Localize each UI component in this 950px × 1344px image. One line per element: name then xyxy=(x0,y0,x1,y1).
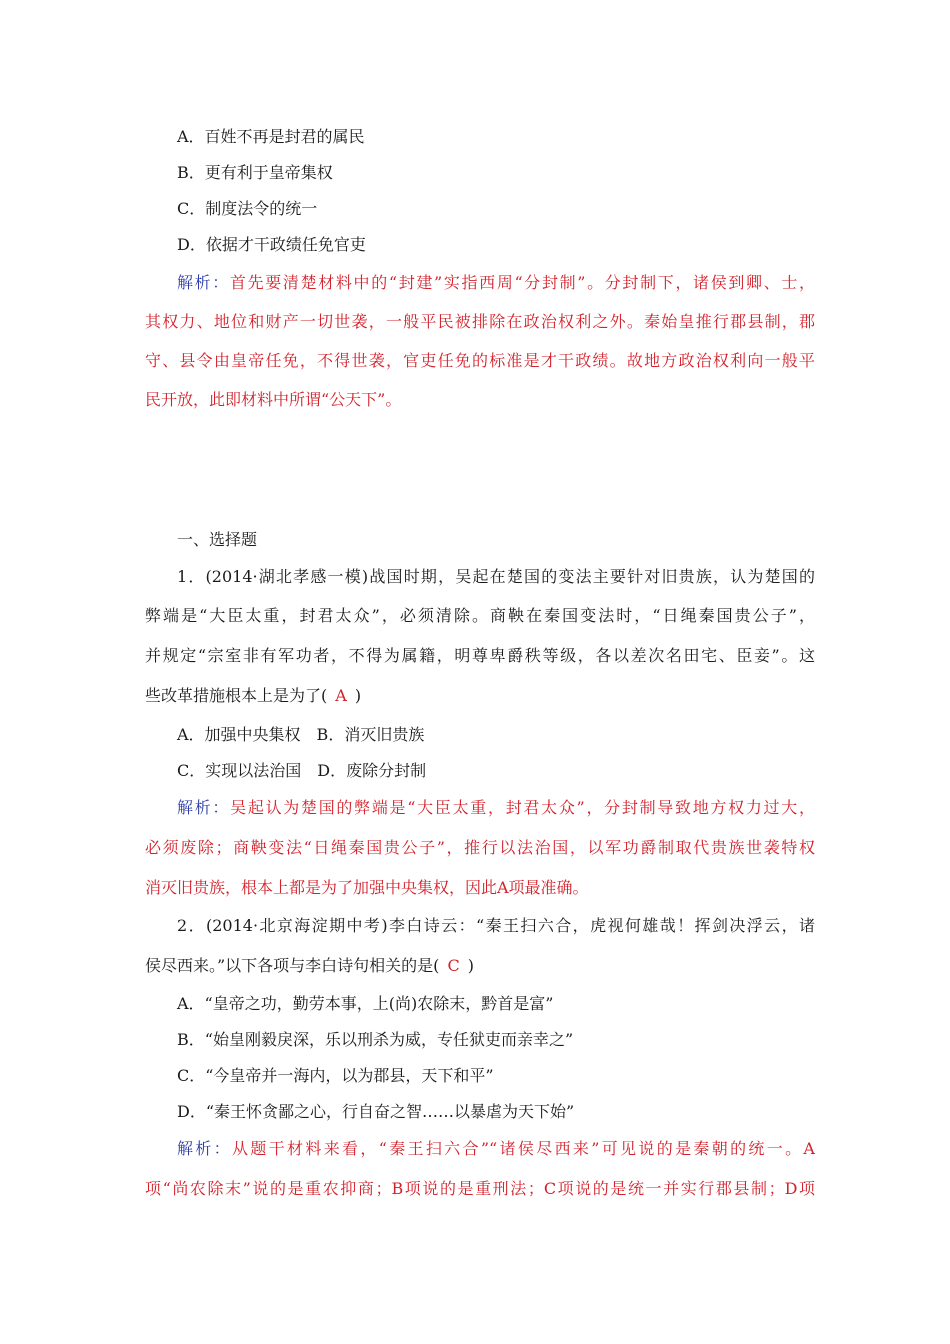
prev-option-c: C．制度法令的统一 xyxy=(177,199,318,218)
q1-analysis-line-1: 解析：吴起认为楚国的弊端是“大臣太重，封君太众”，分封制导致地方权力过大， xyxy=(177,798,815,817)
prev-option-b: B．更有利于皇帝集权 xyxy=(177,163,333,182)
q1-analysis-line-3: 消灭旧贵族，根本上都是为了加强中央集权，因此A项最准确。 xyxy=(145,878,589,897)
q2-option-d: D．“秦王怀贪鄙之心，行自奋之智……以暴虐为天下始” xyxy=(177,1102,575,1121)
q2-analysis-line-1: 解析：从题干材料来看，“秦王扫六合”“诸侯尽西来”可见说的是秦朝的统一。A xyxy=(177,1139,815,1158)
analysis-label: 解析： xyxy=(177,273,230,292)
q1-answer: A xyxy=(335,686,347,705)
prev-analysis-line-1: 解析：首先要清楚材料中的“封建”实指西周“分封制”。分封制下，诸侯到卿、士， xyxy=(177,273,815,292)
q1-stem-line-2: 弊端是“大臣太重，封君太众”，必须清除。商鞅在秦国变法时，“日绳秦国贵公子”， xyxy=(145,606,815,625)
q2-stem-line-1: 2．(2014·北京海淀期中考)李白诗云：“秦王扫六合，虎视何雄哉！挥剑决浮云，诸 xyxy=(177,916,815,935)
q1-stem-line-4: 些改革措施根本上是为了( A ) xyxy=(145,686,362,705)
q2-analysis-line-2: 项“尚农除末”说的是重农抑商；B项说的是重刑法；C项说的是统一并实行郡县制；D项 xyxy=(145,1179,815,1198)
q1-analysis-line-2: 必须废除；商鞅变法“日绳秦国贵公子”，推行以法治国，以军功爵制取代贵族世袭特权 xyxy=(145,838,815,857)
prev-option-a: A．百姓不再是封君的属民 xyxy=(177,127,365,146)
prev-analysis-line-2: 其权力、地位和财产一切世袭，一般平民被排除在政治权利之外。秦始皇推行郡县制，郡 xyxy=(145,312,815,331)
prev-analysis-line-3: 守、县令由皇帝任免，不得世袭，官吏任免的标准是才干政绩。故地方政治权利向一般平 xyxy=(145,351,815,370)
q2-answer: C xyxy=(447,956,460,975)
q2-option-a: A．“皇帝之功，勤劳本事，上(尚)农除末，黔首是富” xyxy=(177,994,554,1013)
prev-analysis-line-4: 民开放，此即材料中所谓“公天下”。 xyxy=(145,390,402,409)
analysis-label: 解析： xyxy=(177,798,231,817)
q2-option-c: C．“今皇帝并一海内，以为郡县，天下和平” xyxy=(177,1066,494,1085)
analysis-label: 解析： xyxy=(177,1139,233,1158)
prev-option-d: D．依据才干政绩任免官吏 xyxy=(177,235,366,254)
q1-options-line-1: A．加强中央集权 B．消灭旧贵族 xyxy=(177,725,425,744)
q1-stem-line-1: 1．(2014·湖北孝感一模)战国时期，吴起在楚国的变法主要针对旧贵族，认为楚国的 xyxy=(177,567,815,586)
q1-options-line-2: C．实现以法治国 D．废除分封制 xyxy=(177,761,427,780)
q1-stem-line-3: 并规定“宗室非有军功者，不得为属籍，明尊卑爵秩等级，各以差次名田宅、臣妾”。这 xyxy=(145,646,815,665)
q2-stem-line-2: 侯尽西来。”以下各项与李白诗句相关的是( C ) xyxy=(145,956,474,975)
q2-option-b: B．“始皇刚毅戾深，乐以刑杀为威，专任狱吏而亲幸之” xyxy=(177,1030,574,1049)
section-title: 一、选择题 xyxy=(177,530,258,549)
